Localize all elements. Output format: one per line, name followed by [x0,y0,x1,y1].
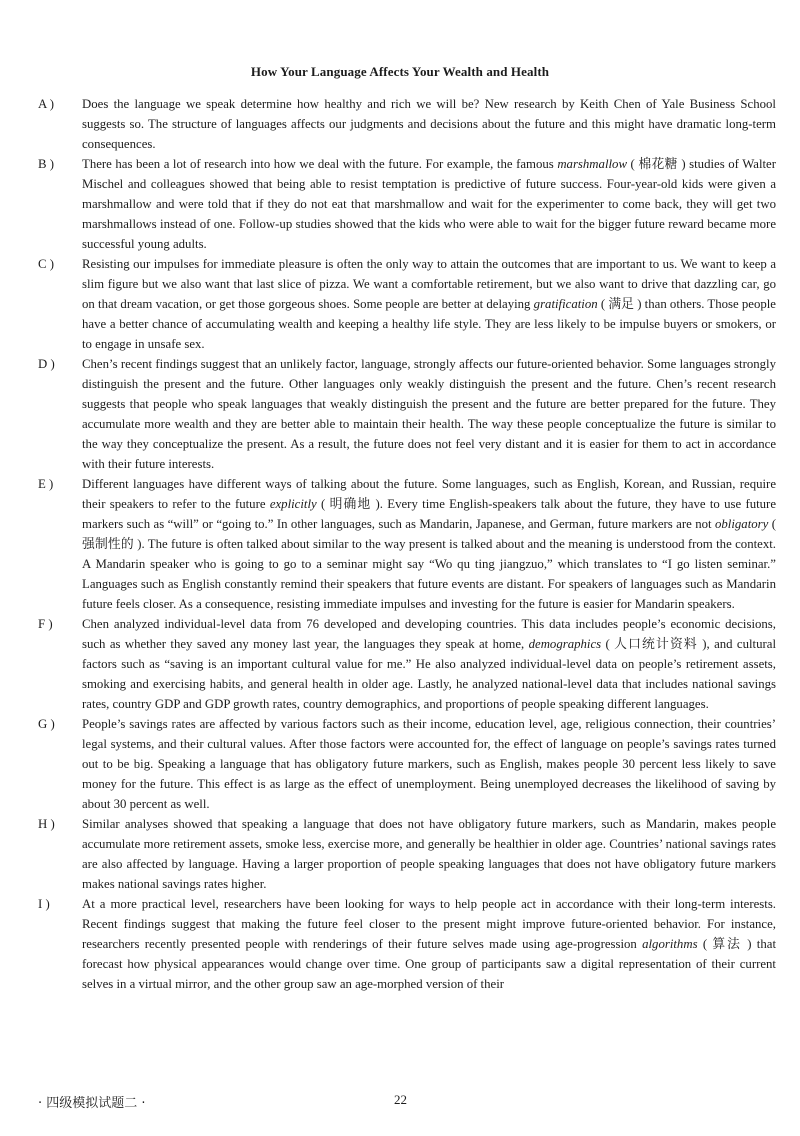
paragraph-text: Chen’s recent findings suggest that an unlikely factor, language, strongly affects our future-oriented behavior. Some languages strongly distinguish the present and the future. Other languages only weakly distinguish the present and the future. Chen’s recent research suggests that people who speak languages that weakly distinguish the present and the future are better prepared for the future. They accumulate more wealth and they are better able to maintain their health. The way these people conceptualize the future is similar to the way they conceptualize the present. As a result, the future does not feel very distant and it is easier for them to act in accordance with their future interests. [82,357,776,471]
paragraph-e [0,474,800,614]
paragraph-letter: A ) [38,97,54,111]
paragraph-letter: B ) [38,157,54,171]
paragraph-text: Does the language we speak determine how healthy and rich we will be? New research by Keith Chen of Yale Business School suggests so. The structure of languages affects our judgments and decisions about the future and this might have dramatic long-term consequences. [82,97,776,151]
paragraph-letter: I ) [38,897,50,911]
paragraph-letter: C ) [38,257,54,271]
paragraph-letter: H ) [38,817,55,831]
paragraph-letter: F ) [38,617,53,631]
paragraph-g [0,714,800,814]
paragraph-text: There has been a lot of research into how we deal with the future. For example, the famous marshmallow ( 棉花糖 ) studies of Walter Mischel and colleagues showed that being able to resist temptation is predictive of future success. Four-year-old kids were given a marshmallow and were told that if they do not eat that marshmallow and wait for the experimenter to come back, they will get two marshmallows instead of one. Follow-up studies showed that the kids who were able to wait for the bigger future reward became more successful young adults. [82,157,776,251]
paragraph-f [0,614,800,714]
paragraph-text: Resisting our impulses for immediate pleasure is often the only way to attain the outcomes that are important to us. We want to keep a slim figure but we also want that last slice of pizza. We want a comfortable retirement, but we also want to drive that dazzling car, go on that dream vacation, or get those gorgeous shoes. Some people are better at delaying gratification ( 满足 ) than others. Those people have a better chance of accumulating wealth and keeping a healthy life style. They are less likely to be impulse buyers or smokers, or to engage in unsafe sex. [82,257,776,351]
page-number: 22 [394,1092,407,1107]
paragraph-text: At a more practical level, researchers have been looking for ways to help people act in accordance with their long-term interests. Recent findings suggest that making the future feel closer to the present might improve future-oriented behavior. For instance, researchers recently presented people with renderings of their future selves made using age-progression algorithms ( 算法 ) that forecast how physical appearances would change over time. One group of participants saw a digital representation of their current selves in a virtual mirror, and the other group saw an age-morphed version of their [82,897,777,991]
paragraph-i [0,894,800,994]
paragraph-letter: E ) [38,477,54,491]
paragraph-c [0,254,800,354]
paragraph-a [0,94,800,154]
paragraph-letter: D ) [38,357,55,371]
paragraph-b [0,154,800,254]
paragraph-list [0,94,800,994]
article-title: How Your Language Affects Your Wealth and Health [250,64,550,79]
paragraph-text: Different languages have different ways of talking about the future. Some languages, such as English, Korean, and Russian, require their speakers to refer to the future explicitly ( 明确地 ). Every time English-speakers talk about the future, they have to use future markers such as “will” or “going to.” In other languages, such as Mandarin, Japanese, and German, future markers are not obligatory ( 强制性的 ). The future is often talked about similar to the way present is talked about and the meaning is understood from the context. A Mandarin speaker who is going to go to a seminar might say “Wo qu ting jiangzuo,” which translates to “I go listen seminar.” Languages such as English constantly remind their speakers that future events are distant. For speakers of languages such as Mandarin future feels closer. As a consequence, resisting immediate impulses and investing for the future is easier for Mandarin speakers. [82,477,776,611]
paragraph-text: Similar analyses showed that speaking a language that does not have obligatory future markers, such as Mandarin, makes people accumulate more retirement assets, smoke less, exercise more, and generally be healthier in older age. Countries’ national savings rates are also affected by language. Having a larger proportion of people speaking languages that does not have obligatory future markers makes national savings rates higher. [82,817,776,891]
paragraph-d [0,354,800,474]
footer-exam-label: · 四级模拟试题二 · [38,1096,146,1111]
paragraph-letter: G ) [38,717,55,731]
paragraph-h [0,814,800,894]
paragraph-text: People’s savings rates are affected by various factors such as their income, education level, age, religious connection, their countries’ legal systems, and their cultural values. After those factors were accounted for, the effect of language on people’s savings rates turned out to be big. Speaking a language that has obligatory future markers, such as English, makes people 30 percent less likely to save money for the future. This effect is as large as the effect of unemployment. Being unemployed decreases the likelihood of saving by about 30 percent as well. [82,717,776,811]
paragraph-text: Chen analyzed individual-level data from 76 developed and developing countries. This data includes people’s economic decisions, such as whether they saved any money last year, the languages they speak at home, demographics ( 人口统计资料 ), and cultural factors such as “saving is an important cultural value for me.” He also analyzed individual-level data on people’s retirement assets, smoking and exercising habits, and general health in older age. Lastly, he analyzed national-level data that includes national savings rates, country GDP and GDP growth rates, country demographics, and proportions of people speaking different languages. [82,617,777,711]
